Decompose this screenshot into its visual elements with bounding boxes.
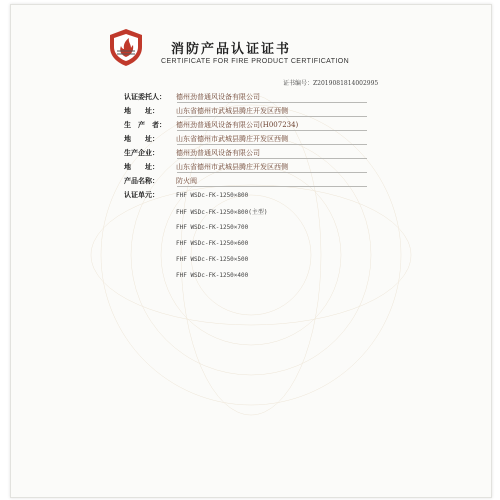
certificate-title-english: CERTIFICATE FOR FIRE PRODUCT CERTIFICATION — [161, 58, 350, 65]
manufacturer-label: 生 产 者： — [124, 121, 166, 129]
manufacturer-address-label: 地 址： — [124, 135, 159, 143]
underline — [177, 144, 367, 145]
underline — [177, 130, 367, 131]
factory-value: 德州劲普通风设备有限公司 — [176, 149, 260, 157]
certification-unit-row — [124, 190, 248, 200]
guilloche-watermark — [11, 5, 491, 497]
factory-row — [124, 148, 260, 158]
certification-unit-row — [176, 255, 248, 263]
certification-unit-label: 认证单元： — [124, 191, 159, 199]
underline — [177, 158, 367, 159]
factory-address-value: 山东省德州市武城县腾庄开发区西侧 — [176, 163, 288, 171]
certification-unit-item: FHF WSDc-FK-1250×600 — [176, 240, 249, 247]
factory-address-row — [124, 162, 288, 172]
applicant-address-label: 地 址： — [124, 107, 159, 115]
manufacturer-address-value: 山东省德州市武城县腾庄开发区西侧 — [176, 135, 288, 143]
manufacturer-row — [124, 120, 298, 130]
underline — [177, 186, 367, 187]
applicant-row — [124, 92, 260, 102]
underline — [177, 116, 367, 117]
factory-label: 生产企业： — [124, 149, 159, 157]
certification-unit-item: FHF WSDc-FK-1250×500 — [176, 256, 249, 263]
product-name-label: 产品名称： — [124, 177, 159, 185]
certification-unit-row — [176, 271, 248, 279]
applicant-address-value: 山东省德州市武城县腾庄开发区西侧 — [176, 107, 288, 115]
applicant-value: 德州劲普通风设备有限公司 — [176, 93, 260, 101]
manufacturer-value: 德州劲普通风设备有限公司(H007234) — [176, 121, 299, 129]
fire-certification-logo-icon — [107, 27, 145, 67]
certification-unit-item: FHF WSDc-FK-1250×800(主型) — [176, 209, 268, 216]
applicant-address-row — [124, 106, 288, 116]
certification-unit-item: FHF WSDc-FK-1250×400 — [176, 272, 249, 279]
certificate-title: 消防产品认证证书 — [171, 42, 292, 57]
product-name-row — [124, 176, 197, 186]
certification-unit-row — [176, 207, 267, 216]
product-name-value: 防火阀 — [176, 177, 197, 185]
manufacturer-address-row — [124, 134, 288, 144]
certification-unit-item: FHF WSDc-FK-1250×700 — [176, 224, 249, 231]
certificate-sheet — [10, 4, 492, 498]
underline — [177, 102, 367, 103]
underline — [177, 172, 367, 173]
certification-unit-row — [176, 239, 248, 247]
applicant-label: 认证委托人： — [124, 93, 166, 101]
certificate-number: 证书编号：Z2019081814002995 — [283, 80, 379, 87]
factory-address-label: 地 址： — [124, 163, 159, 171]
certification-unit-item: FHF WSDc-FK-1250×800 — [176, 192, 249, 199]
certification-unit-row — [176, 223, 248, 231]
